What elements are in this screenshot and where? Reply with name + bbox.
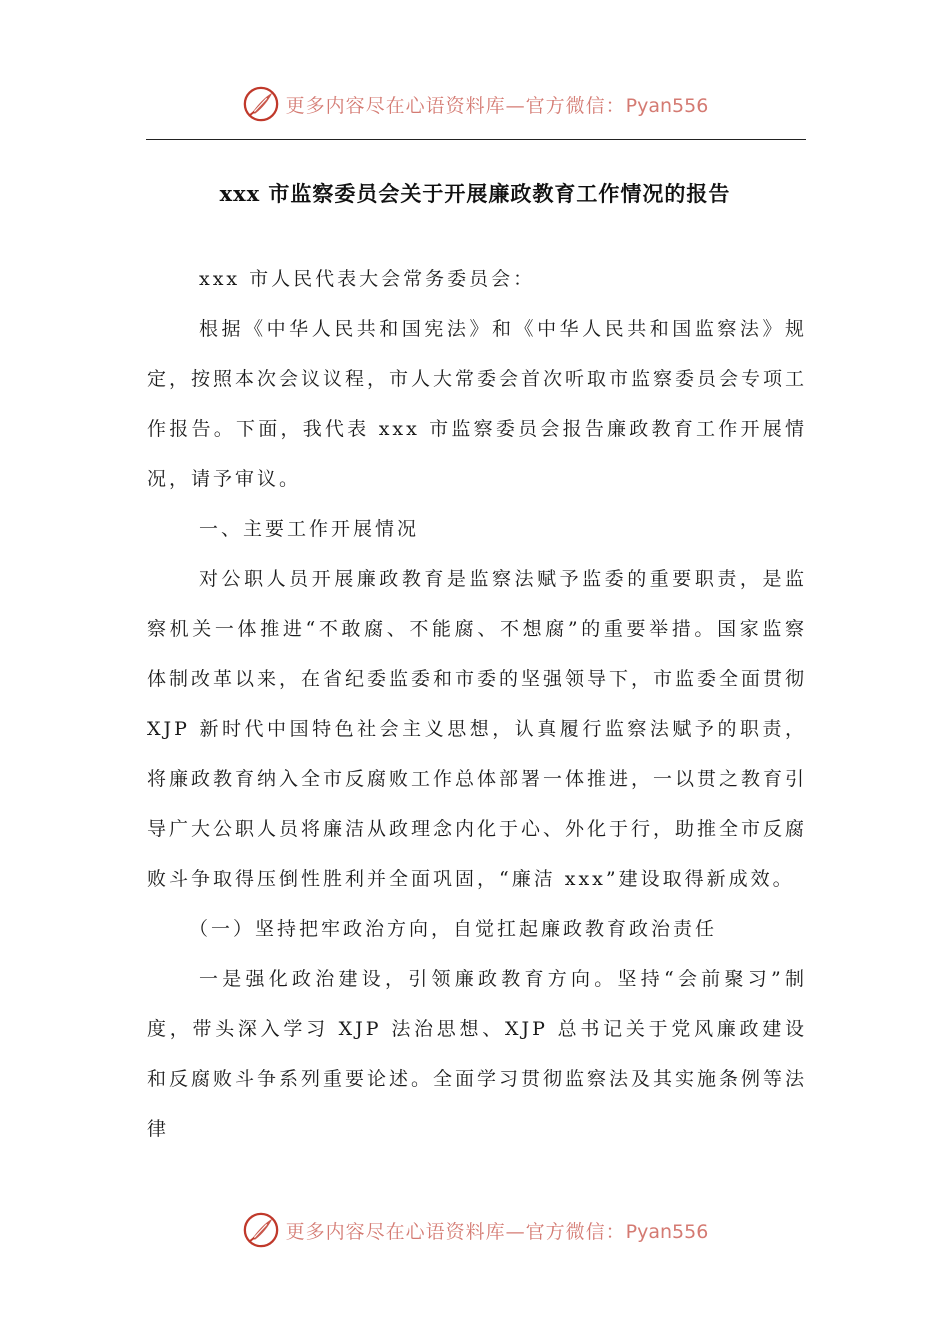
subsection-heading-1: （一）坚持把牢政治方向，自觉扛起廉政教育政治责任 <box>189 918 718 940</box>
watermark-wechat-id: Pyan556 <box>625 1220 709 1243</box>
document-title: xxx 市监察委员会关于开展廉政教育工作情况的报告 <box>219 181 731 206</box>
quill-logo-icon <box>242 1211 280 1249</box>
salutation: xxx 市人民代表大会常务委员会： <box>199 268 536 290</box>
watermark-text: 更多内容尽在心语资料库—官方微信：Pyan556 <box>285 1220 709 1243</box>
header-watermark <box>0 82 950 126</box>
footer-watermark <box>0 1208 950 1252</box>
paragraph-intro: 根据《中华人民共和国宪法》和《中华人民共和国监察法》规定，按照本次会议议程，市人大常委会首次听取市监察委员会专项工作报告。下面，我代表 xxx 市监察委员会报告廉政教育工作开展情况，请予审议。 <box>147 318 808 490</box>
header-rule <box>146 139 806 140</box>
paragraph-overview: 对公职人员开展廉政教育是监察法赋予监委的重要职责，是监察机关一体推进“不敢腐、不能腐、不想腐”的重要举措。国家监察体制改革以来，在省纪委监委和市委的坚强领导下，市监委全面贯彻 XJP 新时代中国特色社会主义思想，认真履行监察法赋予的职责，将廉政教育纳入全市反腐败工作总体部署一体推进，一以贯之教育引导广大公职人员将廉洁从政理念内化于心、外化于行，助推全市反腐败斗争取得压倒性胜利并全面巩固，“廉洁 xxx”建设取得新成效。 <box>147 568 808 890</box>
watermark-wechat-id: Pyan556 <box>625 94 709 117</box>
document-body <box>147 254 807 1154</box>
paragraph-political-building: 一是强化政治建设，引领廉政教育方向。坚持“会前聚习”制度，带头深入学习 XJP 法治思想、XJP 总书记关于党风廉政建设和反腐败斗争系列重要论述。全面学习贯彻监察法及其实施条例等法律 <box>147 968 808 1140</box>
quill-logo-icon <box>242 85 280 123</box>
watermark-text: 更多内容尽在心语资料库—官方微信：Pyan556 <box>285 94 709 117</box>
section-heading-1: 一、主要工作开展情况 <box>199 518 420 540</box>
